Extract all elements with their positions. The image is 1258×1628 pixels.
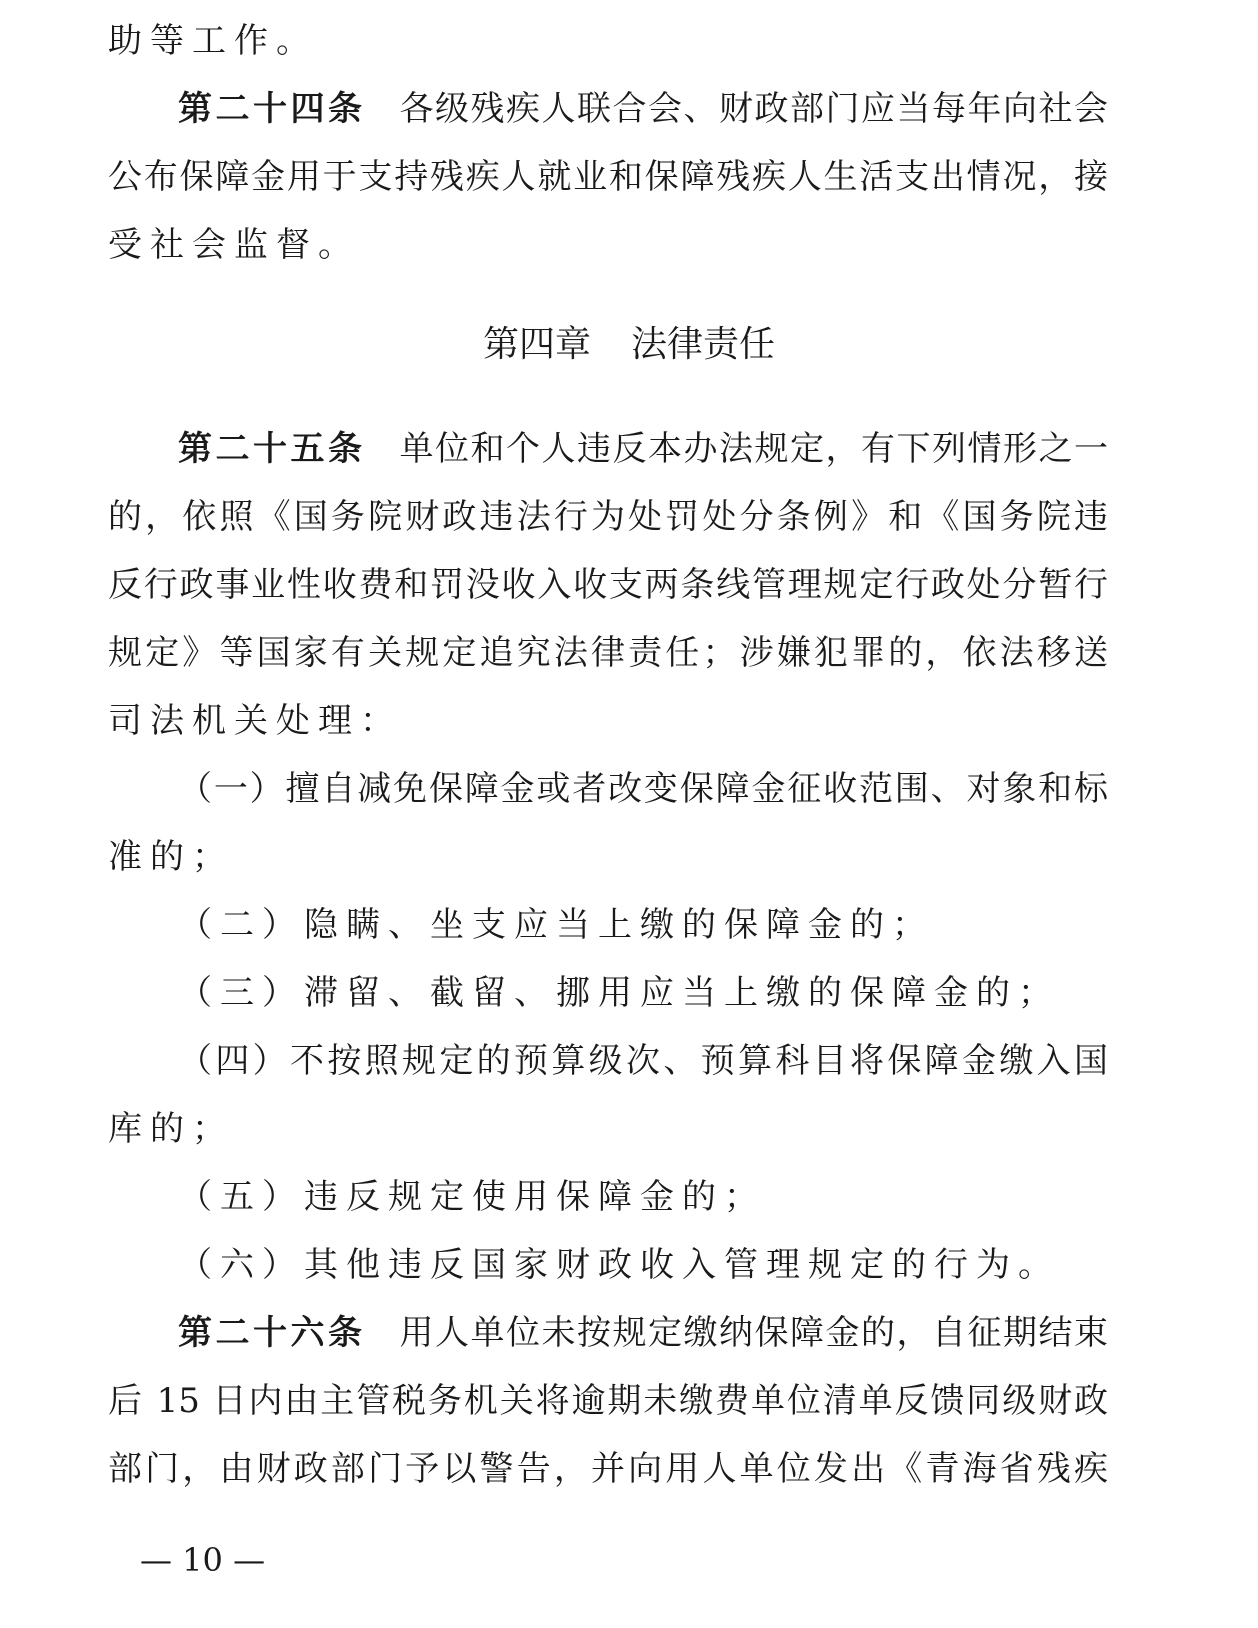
article-text: 各级残疾人联合会、财政部门应当每年向社会: [399, 89, 1108, 129]
article-24-line: [178, 86, 1108, 132]
article-label: 第二十五条: [178, 429, 366, 469]
paragraph-line: 后 15 日内由主管税务机关将逾期未缴费单位清单反馈同级财政: [108, 1381, 1108, 1421]
article-text: 单位和个人违反本办法规定，有下列情形之一: [399, 429, 1108, 469]
chapter-heading: [0, 322, 1258, 368]
article-label: 第二十四条: [178, 89, 366, 129]
paragraph-line: 助等工作。: [108, 21, 318, 61]
article-25-line: [178, 426, 1108, 472]
list-item-5: （五）违反规定使用保障金的；: [178, 1177, 766, 1217]
article-label: 第二十六条: [178, 1313, 366, 1353]
paragraph-line: 反行政事业性收费和罚没收入收支两条线管理规定行政处分暂行: [108, 565, 1108, 605]
page-number: — 10 —: [140, 1541, 266, 1579]
chapter-title: 法律责任: [631, 324, 776, 365]
article-text: 用人单位未按规定缴纳保障金的，自征期结束: [399, 1313, 1108, 1353]
paragraph-line: 受社会监督。: [108, 225, 360, 265]
paragraph-line: 准的；: [108, 837, 234, 877]
paragraph-line: 库的；: [108, 1109, 234, 1149]
list-item-1: （一）擅自减免保障金或者改变保障金征收范围、对象和标: [178, 769, 1108, 809]
paragraph-line: 规定》等国家有关规定追究法律责任；涉嫌犯罪的，依法移送: [108, 633, 1108, 673]
paragraph-line: 部门，由财政部门予以警告，并向用人单位发出《青海省残疾: [108, 1449, 1108, 1489]
paragraph-line: 的，依照《国务院财政违法行为处罚处分条例》和《国务院违: [108, 497, 1108, 537]
paragraph-line: 司法机关处理：: [108, 701, 402, 741]
paragraph-line: 公布保障金用于支持残疾人就业和保障残疾人生活支出情况，接: [108, 157, 1108, 197]
list-item-4: （四）不按照规定的预算级次、预算科目将保障金缴入国: [178, 1041, 1108, 1081]
article-26-line: [178, 1310, 1108, 1356]
list-item-3: （三）滞留、截留、挪用应当上缴的保障金的；: [178, 973, 1060, 1013]
list-item-6: （六）其他违反国家财政收入管理规定的行为。: [178, 1245, 1060, 1285]
list-item-2: （二）隐瞒、坐支应当上缴的保障金的；: [178, 905, 934, 945]
chapter-number: 第四章: [482, 324, 591, 365]
